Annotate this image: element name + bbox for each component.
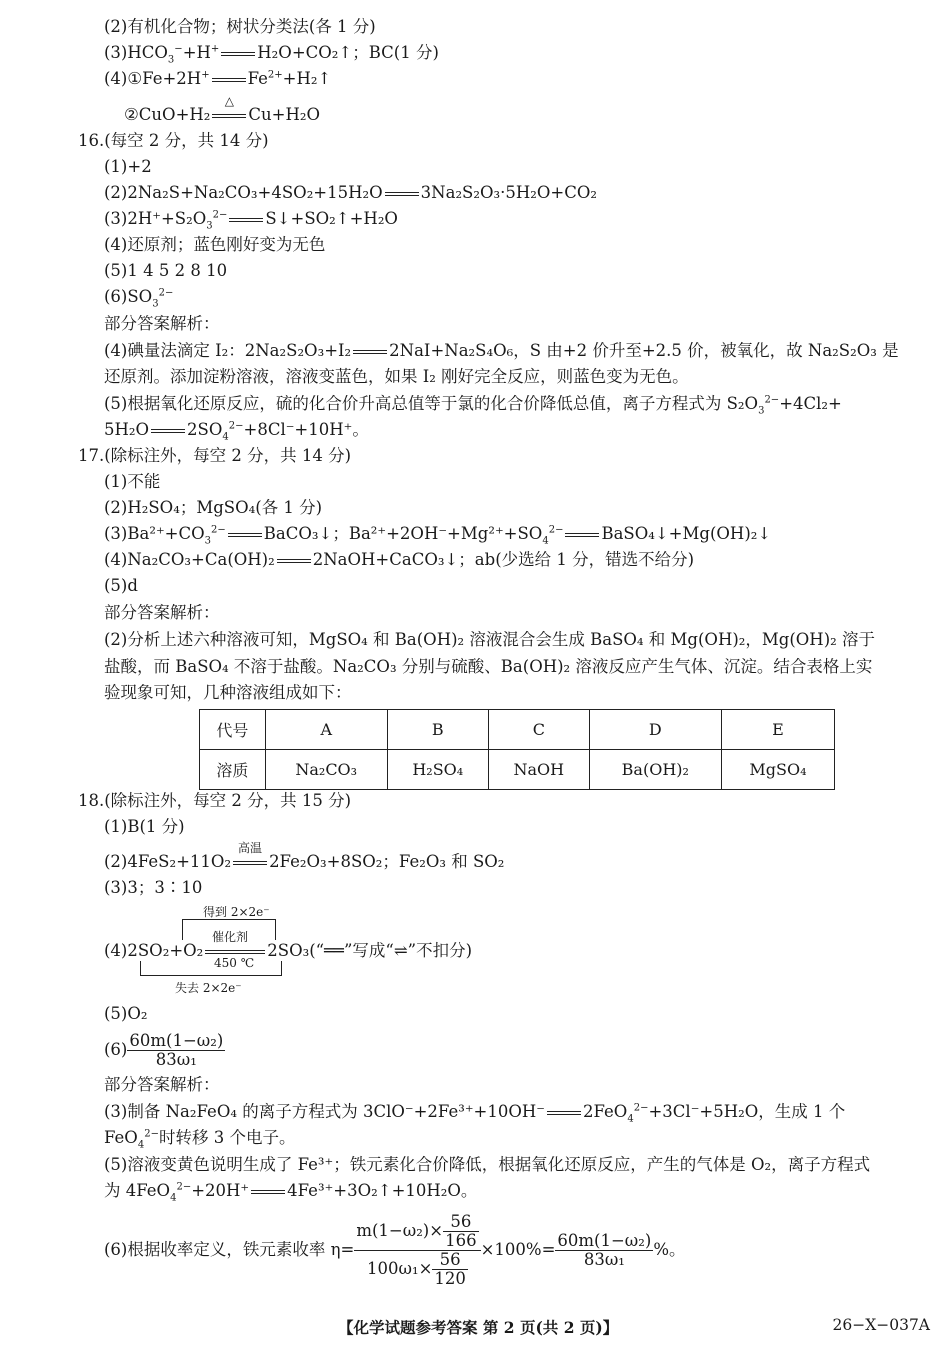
table-cell: B — [387, 710, 488, 750]
q18-a1: (1)B(1 分) — [104, 817, 185, 836]
sup: 2− — [764, 394, 780, 406]
sup: 2− — [212, 209, 228, 221]
table-cell: 代号 — [200, 710, 266, 750]
numerator: 56 — [432, 1251, 468, 1270]
eq-part: ×100%= — [480, 1240, 556, 1259]
q16-a2 — [104, 182, 597, 204]
sup: 2− — [633, 1102, 649, 1114]
table-cell: Ba(OH)₂ — [589, 750, 721, 790]
gain-electrons-label: 得到 2×2e⁻ — [203, 905, 270, 919]
table-row — [200, 710, 835, 750]
sup: + — [201, 69, 210, 81]
q16-explanation-label: 部分答案解析： — [104, 314, 220, 333]
denominator: 83ω₁ — [583, 1250, 625, 1269]
yield-fraction — [354, 1213, 480, 1288]
eq-part: (4)Na₂CO₃+Ca(OH)₂ — [104, 550, 275, 569]
sup: 2− — [144, 1128, 159, 1140]
eq-part: +H₂↑ — [282, 69, 332, 88]
denominator: 166 — [445, 1231, 477, 1250]
sup: 2− — [548, 524, 564, 536]
table-cell: Na₂CO₃ — [265, 750, 387, 790]
q18-e3-line1 — [104, 1101, 845, 1123]
eq-part: 2NaI+Na₂S₄O₆，S 由+2 价升至+2.5 价，被氧化，故 Na₂S₂O₃ 是 — [389, 341, 899, 360]
q18-e5-line1: (5)溶液变黄色说明生成了 Fe³⁺；铁元素化合价降低，根据氧化还原反应，产生的气体是 O₂，离子方程式 — [104, 1155, 871, 1174]
q18-a2 — [104, 841, 505, 873]
table-cell: H₂SO₄ — [387, 750, 488, 790]
q17-a3 — [104, 523, 771, 545]
q17-a2: (2)H₂SO₄；MgSO₄(各 1 分) — [104, 498, 323, 517]
denominator: 120 — [434, 1269, 466, 1288]
sup: 2− — [158, 287, 174, 299]
equals-sign — [277, 559, 311, 563]
equals-sign — [228, 533, 262, 537]
eq-part: 2Fe₂O₃+8SO₂；Fe₂O₃ 和 SO₂ — [269, 852, 505, 871]
table-cell: 溶质 — [200, 750, 266, 790]
numerator: 60m(1−ω₂) — [557, 1231, 652, 1250]
solution-table — [199, 709, 835, 790]
equals-sign — [205, 950, 265, 954]
eq-part: H₂O+CO₂↑；BC(1 分) — [257, 43, 439, 62]
q17-a4 — [104, 549, 694, 571]
sub: 3 — [167, 54, 175, 66]
q16-heading: 16.(每空 2 分，共 14 分) — [78, 131, 269, 150]
equals-sign — [353, 350, 387, 354]
q17-a1: (1)不能 — [104, 472, 161, 491]
prev-answer-4 — [104, 68, 331, 90]
eq-part: (6) — [104, 1040, 128, 1059]
q17-a5: (5)d — [104, 576, 138, 595]
sub: 4 — [542, 535, 549, 547]
eq-part: Cu+H₂O — [248, 105, 321, 124]
eq-part: (3)制备 Na₂FeO₄ 的离子方程式为 3ClO⁻+2Fe³⁺+10OH⁻ — [104, 1102, 545, 1121]
lose-electrons-label: 失去 2×2e⁻ — [175, 981, 242, 995]
eq-part: (5)根据氧化还原反应，硫的化合价升高总值等于氯的化合价降低总值，离子方程式为 S₂O — [104, 394, 759, 413]
lose-bracket — [140, 961, 282, 976]
eq-part: ②CuO+H₂ — [124, 105, 211, 124]
numerator: 56 — [443, 1213, 479, 1232]
heat-condition — [210, 94, 248, 126]
delta-symbol: △ — [224, 94, 235, 108]
sup: 2+ — [267, 69, 283, 81]
condition-text: 高温 — [238, 841, 263, 855]
numerator: 60m(1−ω₂) — [129, 1031, 224, 1050]
q16-a4: (4)还原剂；蓝色刚好变为无色 — [104, 235, 326, 254]
sub: 3 — [758, 405, 765, 417]
eq-part: (4)碘量法滴定 I₂：2Na₂S₂O₃+I₂ — [104, 341, 352, 360]
footer-title: 【化学试题参考答案 第 2 页(共 2 页)】 — [338, 1318, 619, 1337]
eq-part: 4Fe³⁺+3O₂↑+10H₂O。 — [287, 1181, 478, 1200]
equals-sign — [547, 1111, 581, 1115]
q17-e-line3: 验现象可知，几种溶液组成如下： — [104, 683, 352, 702]
eq-part: +3Cl⁻+5H₂O，生成 1 个 — [648, 1102, 846, 1121]
eq-part: +H — [182, 43, 211, 62]
equals-sign — [251, 1190, 285, 1194]
sup: 2− — [228, 420, 244, 432]
q16-a6 — [104, 286, 173, 308]
q18-e6 — [104, 1210, 686, 1290]
q16-a3 — [104, 208, 398, 230]
high-temp-condition — [231, 841, 269, 873]
eq-part: (4)2SO₂+O₂ — [104, 941, 204, 960]
sub: 4 — [222, 431, 229, 443]
sub: 4 — [137, 1139, 145, 1151]
eq-part: (4)①Fe+2H — [104, 69, 202, 88]
equals-sign — [212, 78, 246, 82]
fraction — [555, 1232, 653, 1269]
eq-part: FeO — [104, 1128, 138, 1147]
q18-a6 — [104, 1030, 225, 1070]
eq-part: 5H₂O — [104, 420, 150, 439]
q18-heading: 18.(除标注外，每空 2 分，共 15 分) — [78, 791, 352, 810]
eq-part: 2FeO — [583, 1102, 628, 1121]
q17-e-line2: 盐酸，而 BaSO₄ 不溶于盐酸。Na₂CO₃ 分别与硫酸、Ba(OH)₂ 溶液反应产生气体、沉淀。结合表格上实 — [104, 657, 873, 676]
table-cell: E — [721, 710, 834, 750]
q17-heading: 17.(除标注外，每空 2 分，共 14 分) — [78, 446, 352, 465]
fraction — [443, 1213, 479, 1250]
eq-part: S↓+SO₂↑+H₂O — [265, 209, 398, 228]
sub: 4 — [627, 1113, 634, 1125]
prev-answer-4-2 — [124, 94, 321, 126]
q18-a3: (3)3；3∶10 — [104, 878, 203, 897]
eq-part: 2SO₃(“══”写成“⇌”不扣分) — [267, 941, 473, 960]
q16-e4-line1 — [104, 340, 899, 362]
fraction — [127, 1032, 225, 1069]
denominator: 83ω₁ — [155, 1050, 197, 1069]
eq-part: BaCO₃↓；Ba²⁺+2OH⁻+Mg²⁺+SO — [263, 524, 543, 543]
eq-part: (3)Ba²⁺+CO — [104, 524, 205, 543]
eq-part: (3)2H⁺+S₂O — [104, 209, 207, 228]
eq-part: (6)SO — [104, 287, 153, 306]
eq-part: (3)HCO — [104, 43, 168, 62]
equals-sign — [233, 861, 267, 865]
q18-a4 — [104, 940, 472, 962]
table-cell: MgSO₄ — [721, 750, 834, 790]
table-cell: D — [589, 710, 721, 750]
q16-e5-line1 — [104, 393, 842, 415]
sub: 3 — [204, 535, 212, 547]
sup: − — [174, 43, 183, 55]
q16-a1: (1)+2 — [104, 157, 152, 176]
eq-part: Fe — [247, 69, 268, 88]
numerator — [354, 1213, 480, 1251]
equals-sign — [151, 429, 185, 433]
prev-answer-2: (2)有机化合物；树状分类法(各 1 分) — [104, 17, 376, 36]
prev-answer-3 — [104, 42, 439, 64]
eq-part: 3Na₂S₂O₃·5H₂O+CO₂ — [420, 183, 597, 202]
eq-part: +20H⁺ — [191, 1181, 250, 1200]
table-row — [200, 750, 835, 790]
eq-part: +4Cl₂+ — [779, 394, 842, 413]
q18-a5: (5)O₂ — [104, 1004, 148, 1023]
table-cell: A — [265, 710, 387, 750]
q17-explanation-label: 部分答案解析： — [104, 603, 220, 622]
eq-part: +8Cl⁻+10H⁺。 — [243, 420, 369, 439]
eq-part: BaSO₄↓+Mg(OH)₂↓ — [601, 524, 772, 543]
q16-e5-line2 — [104, 419, 369, 441]
eq-part: (2)4FeS₂+11O₂ — [104, 852, 232, 871]
equals-sign — [565, 533, 599, 537]
eq-part: 100ω₁× — [367, 1259, 433, 1278]
eq-part: 2NaOH+CaCO₃↓；ab(少选给 1 分，错选不给分) — [312, 550, 695, 569]
equals-sign — [221, 52, 255, 56]
denominator — [354, 1251, 480, 1288]
q18-e5-line2 — [104, 1180, 477, 1202]
sub: 3 — [206, 220, 213, 232]
fraction — [432, 1251, 468, 1288]
q18-e3-line2 — [104, 1127, 295, 1149]
equals-sign — [212, 114, 246, 118]
eq-part: 时转移 3 个电子。 — [158, 1128, 296, 1147]
temperature-label: 450 ℃ — [214, 956, 255, 970]
sup: + — [210, 43, 220, 55]
eq-part: m(1−ω₂)× — [356, 1221, 444, 1240]
sup: 2− — [176, 1181, 192, 1193]
table-cell: C — [488, 710, 589, 750]
sub: 4 — [170, 1192, 177, 1204]
eq-part: (2)2Na₂S+Na₂CO₃+4SO₂+15H₂O — [104, 183, 383, 202]
q16-a5: (5)1 4 5 2 8 10 — [104, 261, 228, 280]
eq-part: 2SO — [187, 420, 223, 439]
equals-sign — [229, 218, 263, 222]
eq-part: 为 4FeO — [104, 1181, 171, 1200]
eq-part: (6)根据收率定义，铁元素收率 η= — [104, 1240, 355, 1259]
catalyst-label: 催化剂 — [212, 930, 249, 944]
q18-explanation-label: 部分答案解析： — [104, 1075, 220, 1094]
q16-e4-line2: 还原剂。添加淀粉溶液，溶液变蓝色，如果 I₂ 刚好完全反应，则蓝色变为无色。 — [104, 367, 689, 386]
equals-sign — [385, 192, 419, 196]
eq-part: %。 — [653, 1240, 686, 1259]
sup: 2− — [211, 524, 226, 536]
footer-code: 26−X−037A — [832, 1316, 930, 1334]
q17-e-line1: (2)分析上述六种溶液可知，MgSO₄ 和 Ba(OH)₂ 溶液混合会生成 BaSO₄ 和 Mg(OH)₂，Mg(OH)₂ 溶于 — [104, 630, 875, 649]
sub: 3 — [152, 298, 159, 310]
table-cell: NaOH — [488, 750, 589, 790]
